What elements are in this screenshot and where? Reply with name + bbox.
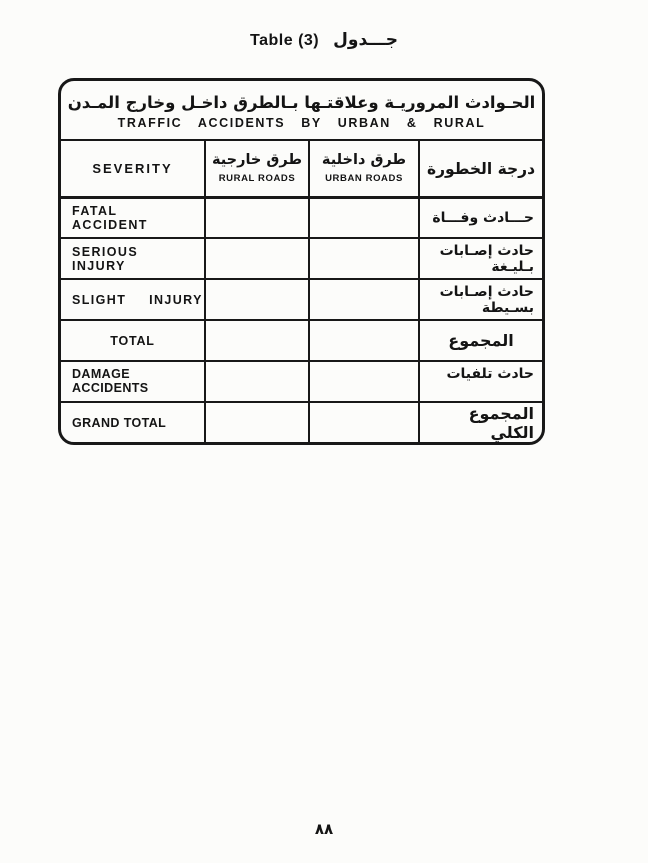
table-title-arabic: الحـوادث المروريـة وعلاقتـها بـالطرق داخـل وخارج المـدن xyxy=(67,92,536,112)
row-label-total-arabic: المجموع xyxy=(448,331,514,351)
table-row-grand-total xyxy=(61,401,542,442)
table-number-label: Table (3) xyxy=(250,32,320,49)
row-label-serious-injury: SERIOUS INJURY xyxy=(61,239,206,278)
row-label-fatal-accident: FATAL ACCIDENT xyxy=(61,199,206,237)
table-number-label-arabic: جـــدول xyxy=(333,30,398,50)
row-label-grand-total: GRAND TOTAL xyxy=(61,403,206,442)
value-cell-slight-rural xyxy=(206,280,310,319)
row-label-serious-injury-arabic: حادث إصـابات بـليـغة xyxy=(439,242,534,275)
value-cell-total-urban xyxy=(310,321,420,360)
row-label-damage-accidents-arabic: حادث تلفيات xyxy=(446,366,534,383)
value-cell-grand-total-urban xyxy=(310,403,420,442)
value-cell-damage-rural xyxy=(206,362,310,401)
table-row-damage-accidents xyxy=(61,360,542,401)
table-row-total xyxy=(61,319,542,360)
column-header-severity-arabic: درجة الخطورة xyxy=(426,159,536,178)
row-label-damage-accidents: DAMAGE ACCIDENTS xyxy=(61,362,206,401)
table-row-fatal-accident xyxy=(61,196,542,237)
row-label-slight-injury: SLIGHT INJURY xyxy=(61,280,206,319)
value-cell-fatal-urban xyxy=(310,199,420,237)
value-cell-grand-total-rural xyxy=(206,403,310,442)
page-number: ٨٨ xyxy=(314,820,334,838)
row-label-total: TOTAL xyxy=(61,321,206,360)
row-label-grand-total-arabic: المجموع الكلي xyxy=(468,403,534,442)
table-title-english: TRAFFIC ACCIDENTS BY URBAN & RURAL xyxy=(117,116,486,131)
value-cell-serious-rural xyxy=(206,239,310,278)
column-header-severity: SEVERITY xyxy=(61,141,206,196)
rural-roads-arabic-label: طرق خارجية xyxy=(211,152,303,169)
row-label-fatal-accident-arabic: حـــادث وفـــاة xyxy=(432,210,534,227)
column-header-urban-roads xyxy=(310,141,420,196)
urban-roads-arabic-label: طرق داخلية xyxy=(321,152,407,169)
table-title-band xyxy=(61,81,542,139)
table-header-row xyxy=(61,139,542,196)
value-cell-fatal-rural xyxy=(206,199,310,237)
table-row-serious-injury xyxy=(61,237,542,278)
row-label-slight-injury-arabic: حادث إصـابات بسـيطة xyxy=(439,283,534,316)
value-cell-damage-urban xyxy=(310,362,420,401)
value-cell-slight-urban xyxy=(310,280,420,319)
value-cell-serious-urban xyxy=(310,239,420,278)
page-title xyxy=(0,30,648,50)
column-header-rural-roads xyxy=(206,141,310,196)
urban-roads-english-label: URBAN ROADS xyxy=(325,173,403,185)
table-row-slight-injury xyxy=(61,278,542,319)
rural-roads-english-label: RURAL ROADS xyxy=(218,173,296,185)
value-cell-total-rural xyxy=(206,321,310,360)
traffic-accidents-table xyxy=(58,78,545,445)
